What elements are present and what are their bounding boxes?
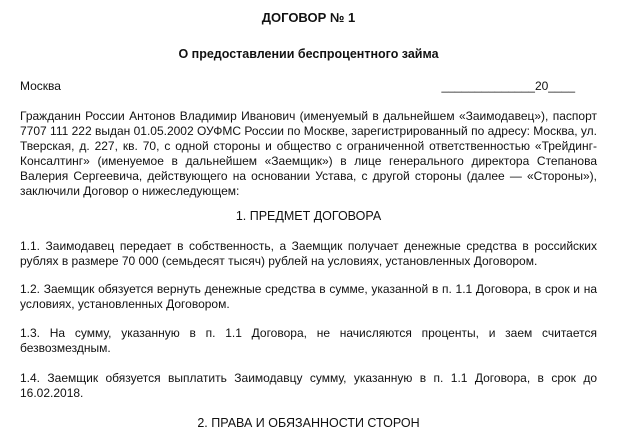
clause-1-3: 1.3. На сумму, указанную в п. 1.1 Договора, не начисляются проценты, и заем считается безвозмездным. <box>20 326 597 355</box>
section-heading-subject: 1. ПРЕДМЕТ ДОГОВОРА <box>235 209 382 223</box>
clause-1-4: 1.4. Заемщик обязуется выплатить Заимодавцу сумму, указанную в п. 1.1 Договора, в срок до 16.02.2018. <box>20 371 597 400</box>
contract-city: Москва <box>20 79 61 93</box>
section-heading-rights: 2. ПРАВА И ОБЯЗАННОСТИ СТОРОН <box>197 416 420 430</box>
document-subtitle: О предоставлении беспроцентного займа <box>178 47 439 61</box>
contract-date-placeholder: ______________20____ <box>441 79 575 93</box>
preamble-paragraph: Гражданин России Антонов Владимир Иванович (именуемый в дальнейшем «Заимодавец»), паспорт 7707 111 222 выдан 01.05.2002 ОУФМС России по Москве, зарегистрированный по адресу: Москва, ул. Тверская, д. 227, кв. 70, с одной стороны и общество с ограниченной ответственностью «Трейдинг-Консалтинг» (именуемое в дальнейшем «Заемщик») в лице генерального директора Степанова Валерия Сергеевича, действующего на основании Устава, с другой стороны (далее — «Стороны»), заключили Договор о нижеследующем: <box>20 109 597 198</box>
clause-1-1: 1.1. Заимодавец передает в собственность, а Заемщик получает денежные средства в российских рублях в размере 70 000 (семьдесят тысяч) рублей на условиях, установленных Договором. <box>20 239 597 268</box>
document-title: ДОГОВОР № 1 <box>261 10 356 25</box>
clause-1-2: 1.2. Заемщик обязуется вернуть денежные средства в сумме, указанной в п. 1.1 Договора, в срок и на условиях, установленных Договором. <box>20 282 597 311</box>
